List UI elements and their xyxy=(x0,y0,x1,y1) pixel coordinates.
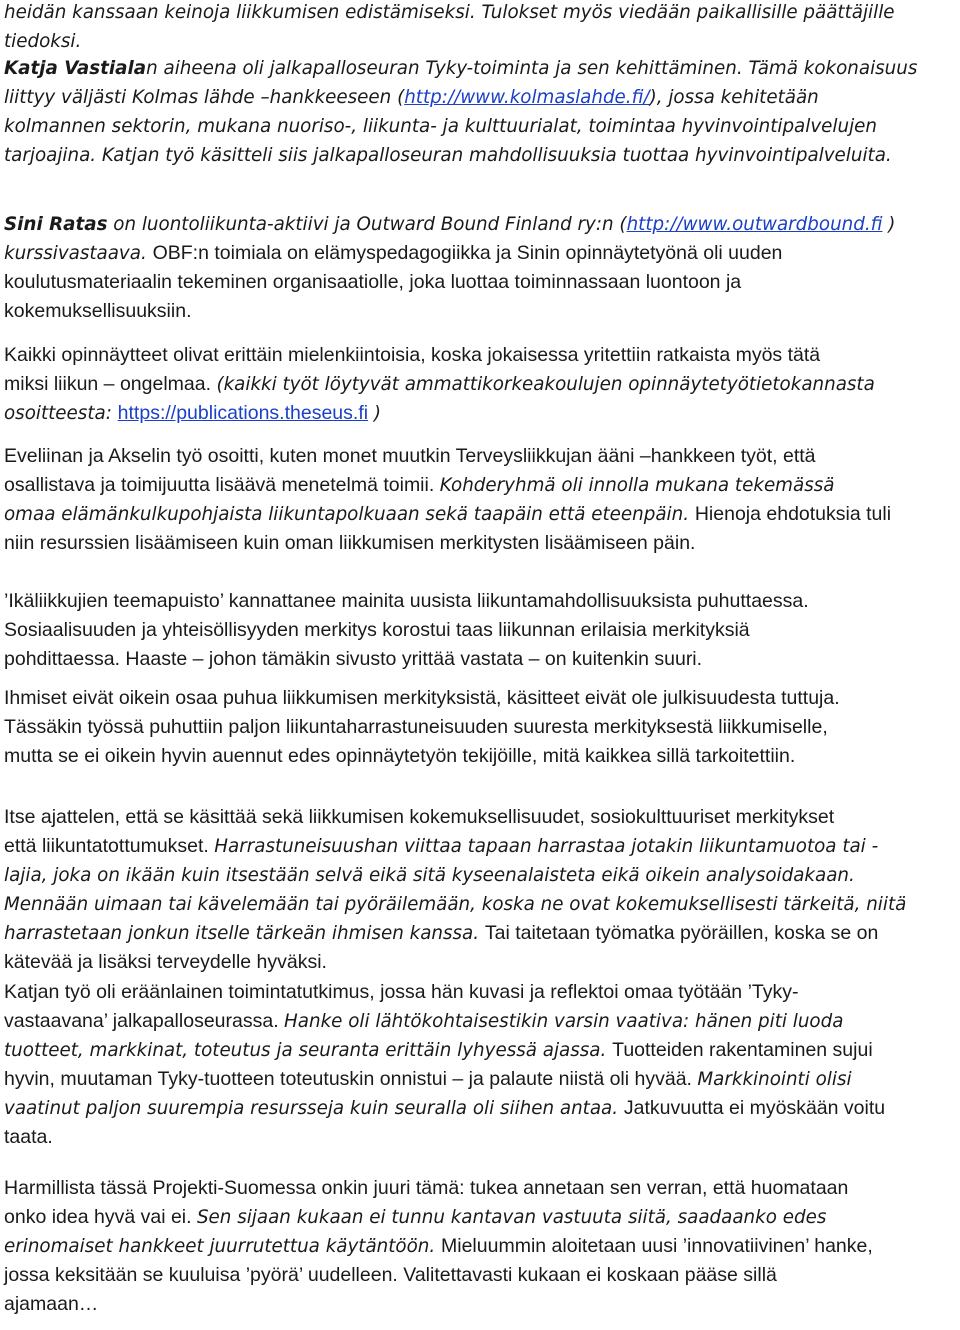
text-line xyxy=(4,442,891,471)
text-line xyxy=(4,1261,873,1290)
text-run: osoitteesta: xyxy=(4,403,118,424)
text-run: erinomaiset hankkeet juurrutettua käytäntöön. xyxy=(4,1236,442,1257)
paragraph xyxy=(4,442,891,558)
text-line xyxy=(4,297,895,326)
text-run: vaatinut paljon suurempia resursseja kuin seuralla oli siihen antaa. xyxy=(4,1098,624,1119)
text-line xyxy=(4,399,875,428)
paragraph xyxy=(4,210,895,326)
text-line xyxy=(4,645,809,674)
text-run: Sosiaalisuuden ja yhteisöllisyyden merkitys korostui taas liikunnan erilaisia merkityksiä xyxy=(4,619,750,641)
text-line xyxy=(4,713,840,742)
text-run: ajamaan… xyxy=(4,1293,99,1315)
text-line xyxy=(4,141,917,170)
text-line xyxy=(4,684,840,713)
text-line xyxy=(4,1123,885,1152)
text-line xyxy=(4,832,906,861)
text-run: Tässäkin työssä puhuttiin paljon liikuntaharrastuneisuuden suuresta merkityksestä liikkumiselle, xyxy=(4,716,828,738)
text-run: mutta se ei oikein hyvin auennut edes opinnäytetyön tekijöille, mitä kaikkea sillä tarkoitettiin. xyxy=(4,745,796,767)
paragraph xyxy=(4,587,809,674)
text-run: kolmannen sektorin, mukana nuoriso-, liikunta- ja kulttuurialat, toimintaa hyvinvointipalvelujen xyxy=(4,116,877,137)
text-run: (kaikki työt löytyvät ammattikorkeakoulujen opinnäytetyötietokannasta xyxy=(216,374,875,395)
text-run: tarjoajina. Katjan työ käsitteli siis jalkapalloseuran mahdollisuuksia tuottaa hyvinvointipalveluita. xyxy=(4,145,892,166)
text-run: Kohderyhmä oli innolla mukana tekemässä xyxy=(439,475,835,496)
text-run: Tuotteiden rakentaminen sujui xyxy=(612,1039,873,1061)
text-line xyxy=(4,1232,873,1261)
text-run: Sini Ratas xyxy=(4,214,108,235)
paragraph xyxy=(4,684,840,771)
text-run: jossa keksitään se kuuluisa ’pyörä’ uudelleen. Valitettavasti kukaan ei koskaan pääse sillä xyxy=(4,1264,777,1286)
text-run: lajia, joka on ikään kuin itsestään selvä eikä sitä kyseenalaisteta eikä oikein analysoidakaan. xyxy=(4,865,855,886)
text-run: Markkinointi olisi xyxy=(697,1069,852,1090)
text-run: vastaavana’ jalkapalloseurassa. xyxy=(4,1010,285,1032)
paragraph xyxy=(4,54,917,170)
text-run: Hienoja ehdotuksia tuli xyxy=(694,503,892,525)
text-line xyxy=(4,616,809,645)
text-run: Mennään uimaan tai kävelemään tai pyöräilemään, koska ne ovat kokemuksellisesti tärkeitä, niitä xyxy=(4,894,907,915)
text-line xyxy=(4,500,891,529)
text-line xyxy=(4,529,891,558)
text-run: Mieluummin aloitetaan uusi ’innovatiivinen’ hanke, xyxy=(441,1235,873,1257)
paragraph xyxy=(4,0,895,56)
text-run: ), jossa kehitetään xyxy=(649,87,819,108)
text-line xyxy=(4,471,891,500)
text-run: Kaikki opinnäytteet olivat erittäin mielenkiintoisia, koska jokaisessa yritettiin ratkaista myös tätä xyxy=(4,344,821,366)
text-run: niin resurssien lisäämiseen kuin oman liikkumisen merkitysten lisäämiseen päin. xyxy=(4,532,696,554)
text-run: Katja Vastiala xyxy=(4,58,147,79)
text-line xyxy=(4,1094,885,1123)
text-run: onko idea hyvä vai ei. xyxy=(4,1206,197,1228)
text-run: on luontoliikunta-aktiivi ja Outward Bound Finland ry:n ( xyxy=(107,214,627,235)
paragraph xyxy=(4,978,885,1152)
text-run: harrastetaan jonkun itselle tärkeän ihmisen kanssa. xyxy=(4,923,485,944)
text-run: että liikuntatottumukset. xyxy=(4,835,215,857)
text-run: OBF:n toimiala on elämyspedagogiikka ja Sinin opinnäytetyönä oli uuden xyxy=(152,242,783,264)
text-line xyxy=(4,1007,885,1036)
text-line xyxy=(4,83,917,112)
text-line xyxy=(4,210,895,239)
text-run: Katjan työ oli eräänlainen toimintatutkimus, jossa hän kuvasi ja reflektoi omaa työtään ’Tyky- xyxy=(4,981,799,1003)
text-run: Eveliinan ja Akselin työ osoitti, kuten monet muutkin Terveysliikkujan ääni –hankkeen työt, että xyxy=(4,445,816,467)
text-line xyxy=(4,978,885,1007)
text-line xyxy=(4,742,840,771)
text-line xyxy=(4,0,895,27)
text-line xyxy=(4,948,906,977)
hyperlink[interactable]: http://www.outwardbound.fi xyxy=(626,214,883,235)
hyperlink[interactable]: https://publications.theseus.fi xyxy=(117,402,369,424)
text-line xyxy=(4,341,875,370)
paragraph xyxy=(4,341,875,428)
text-line xyxy=(4,239,895,268)
text-line xyxy=(4,370,875,399)
text-run: taata. xyxy=(4,1126,53,1148)
text-run: omaa elämänkulkupohjaista liikuntapolkuaan sekä taapäin että eteenpäin. xyxy=(4,504,695,525)
text-run: kokemuksellisuuksiin. xyxy=(4,300,192,322)
text-line xyxy=(4,803,906,832)
text-line xyxy=(4,268,895,297)
text-line xyxy=(4,1290,873,1319)
text-line xyxy=(4,27,895,56)
text-line xyxy=(4,54,917,83)
text-run: miksi liikun – ongelmaa. xyxy=(4,373,217,395)
hyperlink[interactable]: http://www.kolmaslahde.fi/ xyxy=(404,87,650,108)
text-run: Ihmiset eivät oikein osaa puhua liikkumisen merkityksistä, käsitteet eivät ole julkisuudesta tuttuja. xyxy=(4,687,840,709)
text-line xyxy=(4,1174,873,1203)
text-line xyxy=(4,587,809,616)
text-run: hyvin, muutaman Tyky-tuotteen toteutuskin onnistui – ja palaute niistä oli hyvää. xyxy=(4,1068,698,1090)
text-run: heidän kanssaan keinoja liikkumisen edistämiseksi. Tulokset myös viedään paikallisille päättäjille xyxy=(4,2,895,23)
text-run: Sen sijaan kukaan ei tunnu kantavan vastuuta siitä, saadaanko edes xyxy=(196,1207,827,1228)
text-line xyxy=(4,890,906,919)
text-line xyxy=(4,1065,885,1094)
text-run: liittyy väljästi Kolmas lähde –hankkeeseen ( xyxy=(4,87,405,108)
text-run: ’Ikäliikkujien teemapuisto’ kannattanee mainita uusista liikuntamahdollisuuksista puhuttaessa. xyxy=(4,590,809,612)
text-line xyxy=(4,919,906,948)
text-run: ) xyxy=(882,214,896,235)
text-run: kurssivastaava. xyxy=(4,243,153,264)
text-run: ) xyxy=(368,403,382,424)
text-run: Harmillista tässä Projekti-Suomessa onkin juuri tämä: tukea annetaan sen verran, että huomataan xyxy=(4,1177,849,1199)
text-run: kätevää ja lisäksi terveydelle hyväksi. xyxy=(4,951,327,973)
text-run: koulutusmateriaalin tekeminen organisaatiolle, joka luottaa toiminnassaan luontoon ja xyxy=(4,271,742,293)
text-line xyxy=(4,861,906,890)
text-run: Tai taitetaan työmatka pyöräillen, koska se on xyxy=(484,922,879,944)
text-run: tiedoksi. xyxy=(4,31,82,52)
text-line xyxy=(4,1203,873,1232)
text-run: n aiheena oli jalkapalloseuran Tyky-toiminta ja sen kehittäminen. Tämä kokonaisuus xyxy=(146,58,918,79)
text-run: osallistava ja toimijuutta lisäävä menetelmä toimii. xyxy=(4,474,440,496)
text-line xyxy=(4,1036,885,1065)
text-run: tuotteet, markkinat, toteutus ja seuranta erittäin lyhyessä ajassa. xyxy=(4,1040,613,1061)
text-run: Jatkuvuutta ei myöskään voitu xyxy=(623,1097,886,1119)
text-run: Harrastuneisuushan viittaa tapaan harrastaa jotakin liikuntamuotoa tai - xyxy=(214,836,879,857)
text-run: Hanke oli lähtökohtaisestikin varsin vaativa: hänen piti luoda xyxy=(284,1011,844,1032)
text-run: Itse ajattelen, että se käsittää sekä liikkumisen kokemuksellisuudet, sosiokulttuuriset merkitykset xyxy=(4,806,835,828)
paragraph xyxy=(4,1174,873,1319)
paragraph xyxy=(4,803,906,977)
text-run: pohdittaessa. Haaste – johon tämäkin sivusto yrittää vastata – on kuitenkin suuri. xyxy=(4,648,703,670)
text-line xyxy=(4,112,917,141)
